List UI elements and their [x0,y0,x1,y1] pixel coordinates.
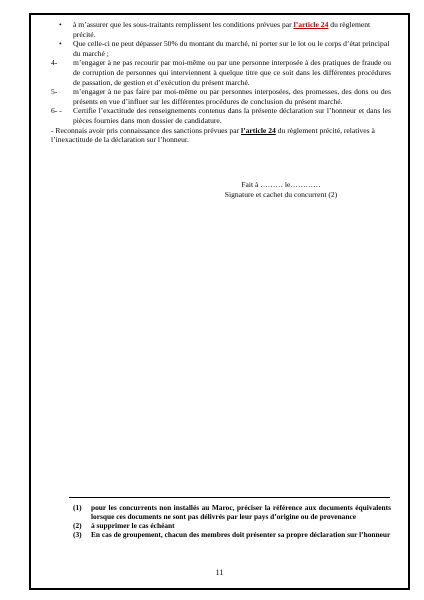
footnote-mark: (2) [73,521,82,530]
recognition-paragraph [51,126,391,145]
item-number: 6- - [51,106,62,116]
footnote-mark: (1) [73,503,82,512]
footnote [73,521,391,530]
page-number: 11 [215,568,224,577]
item-text: Certifie l’exactitude des renseignements contenus dans la présente déclaration sur l’honneur et dans les pièces fournies dans mon dossier de candidature. [73,106,391,125]
signature-block [181,180,381,199]
item-number: 4- [51,58,58,68]
item-text: m’engager à ne pas recourir par moi-même ou par une personne interposée à des pratiques de fraude ou de corruption de personnes qui interviennent à quelque titre que ce soit dans les différentes procédures de passation, de gestion et d’exécution du présent marché. [73,58,391,87]
bullet-item [51,39,391,58]
footnote [73,530,391,539]
bullet-icon: • [59,39,62,49]
bullet-icon: • [59,20,62,29]
recognition-text-pre: - Reconnais avoir pris connaissance des sanctions prévues par [51,125,241,135]
numbered-item [51,87,391,106]
recognition-text-post: du règlement précité, relatives à l’inexactitude de la déclaration sur l’honneur. [51,125,375,145]
page-frame [29,13,410,590]
footnote-text: à supprimer le cas échéant [91,521,175,530]
footnotes [73,503,391,539]
footnote-text: pour les concurrents non installés au Maroc, préciser la référence aux documents équivalents lorsque ces documents ne sont pas délivrés par leur pays d’origine ou de provenance [91,503,391,521]
item-text: m’engager à ne pas faire par moi-même ou par personnes interposées, des promesses, des dons ou des présents en vue d’influer sur les différentes procédures de conclusion du présent marché. [73,87,391,106]
bullet-text: Que celle-ci ne peut dépasser 50% du montant du marché, ni porter sur le lot ou le corps d’état principal du marché ; [73,39,390,58]
article-reference: l’article 24 [293,20,329,29]
footnote-text: En cas de groupement, chacun des membres doit présenter sa propre déclaration sur l’honneur [91,530,391,539]
declaration-body [51,20,391,145]
bullet-text-post: du règlement précité. [73,20,371,39]
footnote [73,503,391,521]
footnote-mark: (3) [73,530,82,539]
footnote-divider [69,497,390,498]
item-number: 5- [51,87,58,97]
signature-label: Signature et cachet du concurrent (2) [224,189,338,199]
place-date-line: Fait à ……… le………… [241,180,321,189]
bullet-text-pre: à m’assurer que les sous-traitants remplissent les conditions prévues par [73,20,294,29]
article-reference: l’article 24 [241,125,276,135]
numbered-item [51,58,391,87]
numbered-item [51,106,391,125]
bullet-item [51,20,391,39]
